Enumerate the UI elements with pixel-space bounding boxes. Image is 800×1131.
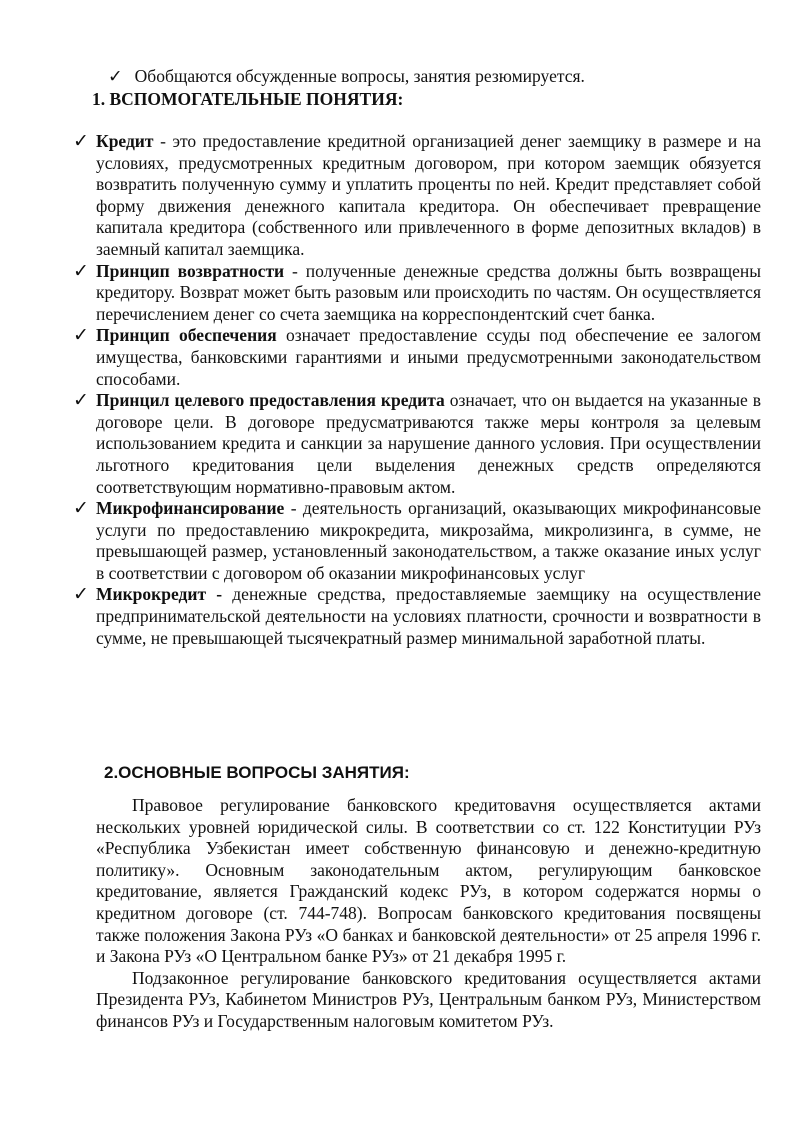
definition-term: Принцип обеспечения (96, 325, 277, 346)
section-2-body (96, 795, 761, 1033)
check-mark-icon: ✓ (73, 498, 89, 520)
definition-security-principle (0, 325, 761, 390)
body-paragraph: Подзаконное регулирование банковского кредитования осуществляется актами Президента РУз, Кабинетом Министров РУз, Центральным банком РУз, Министерством финансов РУз и Государственным налоговым комитетом РУз. (96, 967, 761, 1031)
check-mark-icon: ✓ (108, 66, 123, 86)
check-mark-icon: ✓ (73, 325, 89, 347)
check-mark-icon: ✓ (73, 390, 89, 412)
definition-text: означает предоставление ссуды под обеспечение ее залогом имущества, банковскими гарантиями и иными предусмотренными законодательством способами. (96, 325, 761, 389)
definition-term: Кредит (96, 131, 154, 151)
check-mark-icon: ✓ (73, 260, 89, 282)
definitions-list (0, 131, 800, 649)
intro-line (108, 66, 768, 88)
definition-credit (0, 131, 761, 261)
intro-text: Обобщаются обсужденные вопросы, занятия резюмируется. (134, 66, 585, 86)
definition-microcredit (0, 584, 761, 649)
definition-text: денежные средства, предоставляемые заемщику на осуществление предпринимательской деятельности на условиях платности, срочности и возвратности в сумме, не превышающей тысячекратный размер минимальной заработной платы. (96, 584, 761, 648)
section-1-heading: 1. ВСПОМОГАТЕЛЬНЫЕ ПОНЯТИЯ: (92, 89, 404, 109)
definition-term: Принцип возвратности (96, 260, 285, 281)
body-paragraph: Правовое регулирование банковского кредитоваvня осуществляется актами нескольких уровней юридической силы. В соответствии со ст. 122 Конституции РУз «Республика Узбекистан имеет собственную финансовую и денежно-кредитную политику». Основным законодательным актом, регулирующим банковское кредитование, является Гражданский кодекс РУз, в котором содержатся нормы о кредитном договоре (ст. 744-748). Вопросам банковского кредитования посвящены также положения Закона РУз «О банках и банковской деятельности» от 25 апреля 1996 г. и Закона РУз «О Центральном банке РУз» от 21 декабря 1995 г. (96, 795, 761, 967)
definition-text: означает, что он выдается на указанные в договоре цели. В договоре предусматриваются также меры контроля за целевым использованием кредита и санкции за нарушение данного условия. При осуществлении льготного кредитования цели выделения денежных средств определяются соответствующим нормативно-правовым актом. (96, 390, 762, 497)
check-mark-icon: ✓ (73, 584, 89, 606)
definition-text: - это предоставление кредитной организацией денег заемщику в размере и на условиях, предусмотренных кредитным договором, при котором заемщик обязуется возвратить полученную сумму и уплатить проценты по ней. Кредит представляет собой форму движения денежного капитала кредитора. Он обеспечивает превращение капитала кредитора (собственного или привлеченного в форме депозитных вкладов) в заемный капитал заемщика. (96, 131, 761, 259)
definition-repayment-principle (0, 261, 761, 326)
definition-purpose-principle (0, 390, 761, 498)
definition-text: - деятельность организаций, оказывающих микрофинансовые услуги по предоставлению микрокредита, микрозайма, микролизинга, в сумме, не превышающей размер, установленный законодательством, а также оказание иных услуг в соответствии с договором об оказании микрофинансовых услуг (96, 498, 761, 583)
definition-term: Микрофинансирование (96, 498, 285, 519)
definition-microfinance (0, 498, 761, 584)
section-2-heading: 2.ОСНОВНЫЕ ВОПРОСЫ ЗАНЯТИЯ: (104, 763, 410, 782)
definition-text: - полученные денежные средства должны быть возвращены кредитору. Возврат может быть разовым или происходить по частям. Он осуществляется перечислением денег со счета заемщика на корреспондентский счет банка. (96, 260, 762, 324)
definition-term: Микрокредит - (96, 584, 223, 605)
definition-term: Принцил целевого предоставления кредита (96, 390, 445, 411)
check-mark-icon: ✓ (73, 131, 89, 152)
